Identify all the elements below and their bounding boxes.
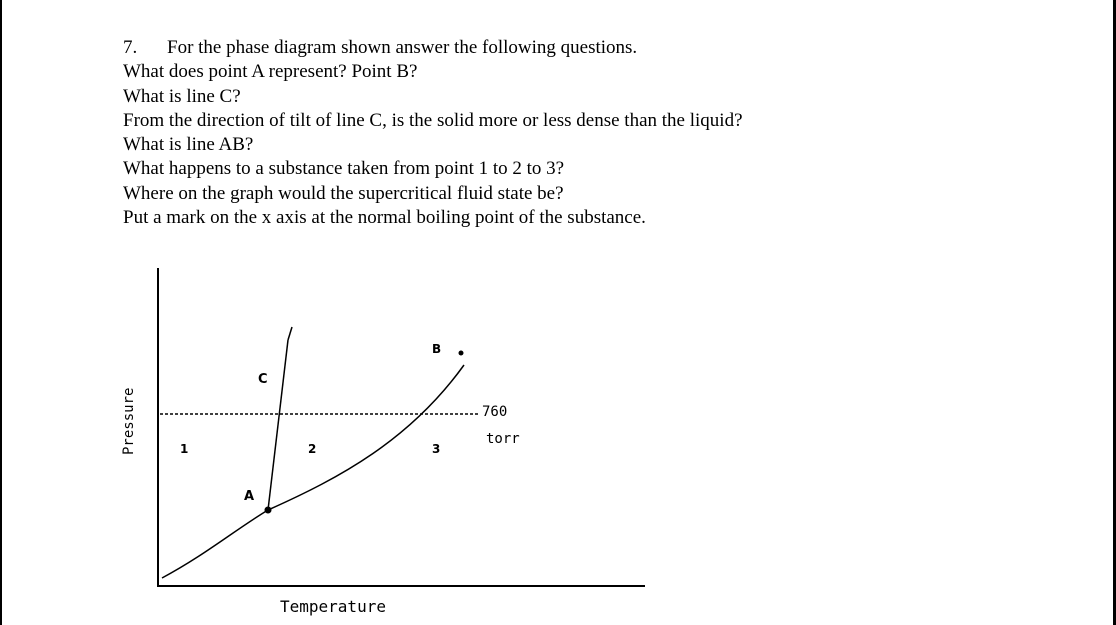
region-2-label: 2 (308, 442, 317, 456)
question-intro: For the phase diagram shown answer the following questions. (167, 37, 638, 58)
question-point-a-b: What does point A represent? Point B? (123, 61, 418, 83)
question-line-c: What is line C? (123, 85, 241, 107)
question-supercritical: Where on the graph would the supercritical fluid state be? (123, 182, 564, 204)
question-line-ab: What is line AB? (123, 134, 254, 156)
point-b-marker (459, 351, 464, 356)
region-3-label: 3 (432, 442, 441, 456)
question-boiling-point: Put a mark on the x axis at the normal boiling point of the substance. (123, 207, 646, 229)
line-c-tip (288, 327, 292, 340)
line-c-label: C (258, 372, 268, 387)
phase-boundary-curve-ab (162, 365, 464, 578)
question-number: 7. (123, 37, 138, 58)
line-c (268, 340, 288, 510)
y-axis-label: Pressure (121, 387, 137, 455)
pressure-unit-label: torr (486, 431, 520, 447)
question-path-1-2-3: What happens to a substance taken from point 1 to 2 to 3? (123, 158, 565, 180)
region-1-label: 1 (180, 442, 189, 456)
x-axis-label: Temperature (280, 597, 386, 616)
point-a-label: A (244, 489, 255, 504)
pressure-value-label: 760 (482, 404, 508, 420)
question-tilt-density: From the direction of tilt of line C, is the solid more or less dense than the liquid? (123, 109, 743, 131)
point-b-label: B (432, 342, 442, 356)
point-a-marker (265, 507, 272, 514)
